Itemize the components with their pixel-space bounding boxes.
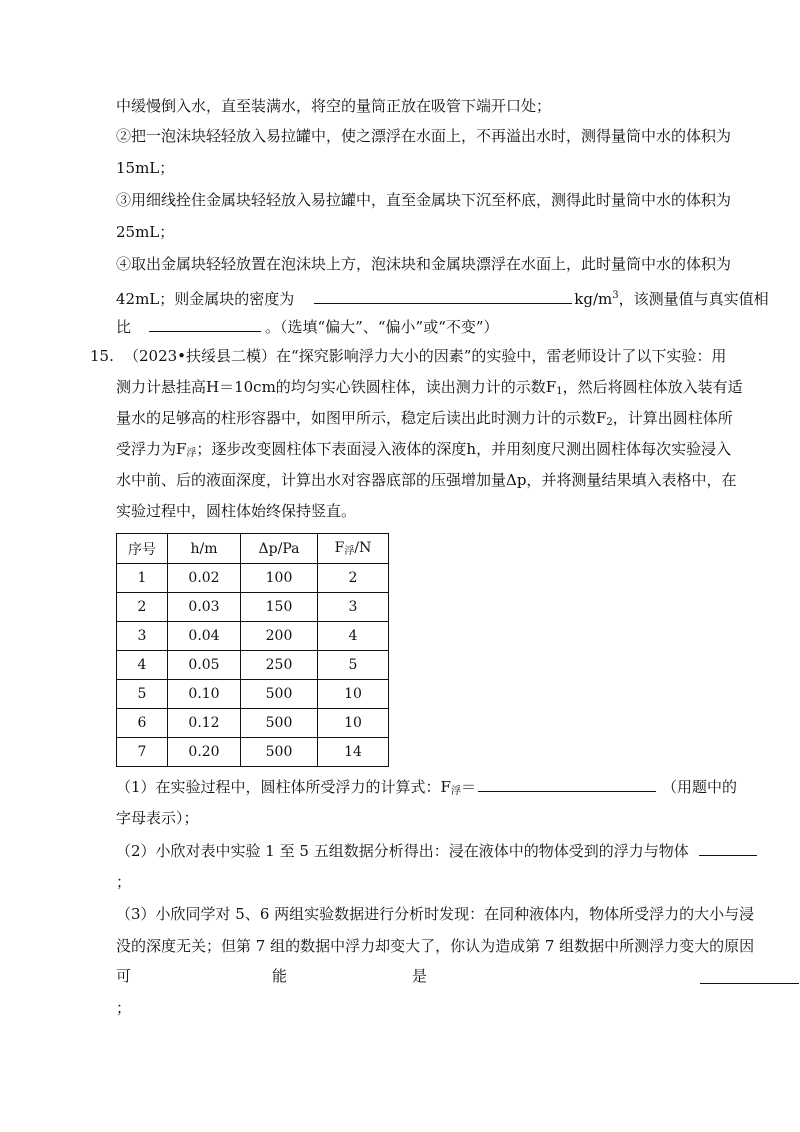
sub3-semicolon: ； (116, 999, 132, 1017)
prev-step4-a: ④取出金属块轻轻放置在泡沫块上方，泡沫块和金属块漂浮在水面上，此时量筒中水的体积为 (116, 255, 732, 273)
sub2-line1: （2）小欣对表中实验 1 至 5 五组数据分析得出：浸在液体中的物体受到的浮力与物体 (116, 840, 757, 861)
prev-step2-b: 15mL； (116, 159, 175, 177)
q15-line1: （2023•扶绥县二模）在“探究影响浮力大小的因素”的实验中，雷老师设计了以下实验：用 (124, 347, 727, 365)
header-pressure: Δp/Pa (241, 534, 318, 564)
prev-step3-b: 25mL； (116, 223, 175, 241)
sub1-line2: 字母表示）； (116, 809, 199, 827)
table-row: 7 0.20 500 14 (117, 738, 389, 767)
prev-step3-a: ③用细线拴住金属块轻轻放入易拉罐中，直至金属块下沉至杯底，测得此时量筒中水的体积为 (116, 191, 732, 209)
prev-step2-a: ②把一泡沫块轻轻放入易拉罐中，使之漂浮在水面上，不再溢出水时，测得量筒中水的体积为 (116, 127, 732, 145)
table-row: 3 0.04 200 4 (117, 622, 389, 651)
header-buoyancy: $F_浮/N$ (318, 534, 389, 564)
table-row: 6 0.12 500 10 (117, 709, 389, 738)
density-answer-blank[interactable] (314, 288, 572, 304)
prev-step4-b: 42mL；则金属块的密度为 $kg/m^3$，该测量值与真实值相 (116, 290, 769, 308)
question-number: 15. (90, 347, 114, 365)
sub3-line1: （3）小欣同学对 5、6 两组实验数据进行分析时发现：在同种液体内，物体所受浮力的大小与浸 (116, 905, 755, 923)
reason-answer-blank[interactable] (700, 968, 799, 984)
sub1-line1: （1）在实验过程中，圆柱体所受浮力的计算式：$F_浮=$ （用题中的 (116, 778, 737, 797)
data-table (116, 533, 389, 767)
table-header-row (117, 534, 389, 564)
prev-line1: 中缓慢倒入水，直至装满水，将空的量筒正放在吸管下端开口处； (116, 97, 552, 115)
sub3-word-3: 是 (412, 967, 428, 985)
header-index: 序号 (117, 534, 168, 564)
formula-answer-blank[interactable] (478, 776, 656, 792)
sub3-line2: 没的深度无关；但第 7 组的数据中浮力却变大了，你认为造成第 7 组数据中所测浮力变大的原因 (116, 937, 755, 955)
relation-answer-blank[interactable] (699, 840, 757, 856)
header-depth: h/m (168, 534, 241, 564)
table-row: 5 0.10 500 10 (117, 680, 389, 709)
q15-line5: 水中前、后的液面深度，计算出水对容器底部的压强增加量Δp，并将测量结果填入表格中，在 (116, 471, 737, 489)
table-row: 2 0.03 150 3 (117, 593, 389, 622)
q15-line6: 实验过程中，圆柱体始终保持竖直。 (116, 502, 357, 520)
compare-answer-blank[interactable] (149, 316, 261, 332)
table-row: 1 0.02 100 2 (117, 564, 389, 593)
q15-line4: 受浮力为$F_浮$；逐步改变圆柱体下表面浸入液体的深度h，并用刻度尺测出圆柱体每次实验浸入 (116, 440, 732, 459)
sub3-word-2: 能 (272, 967, 288, 985)
sub3-word-1: 可 (116, 967, 132, 985)
q15-line3: 量水的足够高的柱形容器中，如图甲所示，稳定后读出此时测力计的示数$F_2$，计算出圆柱体所 (116, 409, 733, 428)
q15-line2: 测力计悬挂高H＝10cm的均匀实心铁圆柱体，读出测力计的示数$F_1$，然后将圆柱体放入装有适 (116, 378, 743, 397)
sub2-semicolon: ； (116, 873, 132, 891)
table-row: 4 0.05 250 5 (117, 651, 389, 680)
prev-step4-c: 比 。（选填“偏大”、“偏小”或“不变”） (116, 318, 499, 336)
